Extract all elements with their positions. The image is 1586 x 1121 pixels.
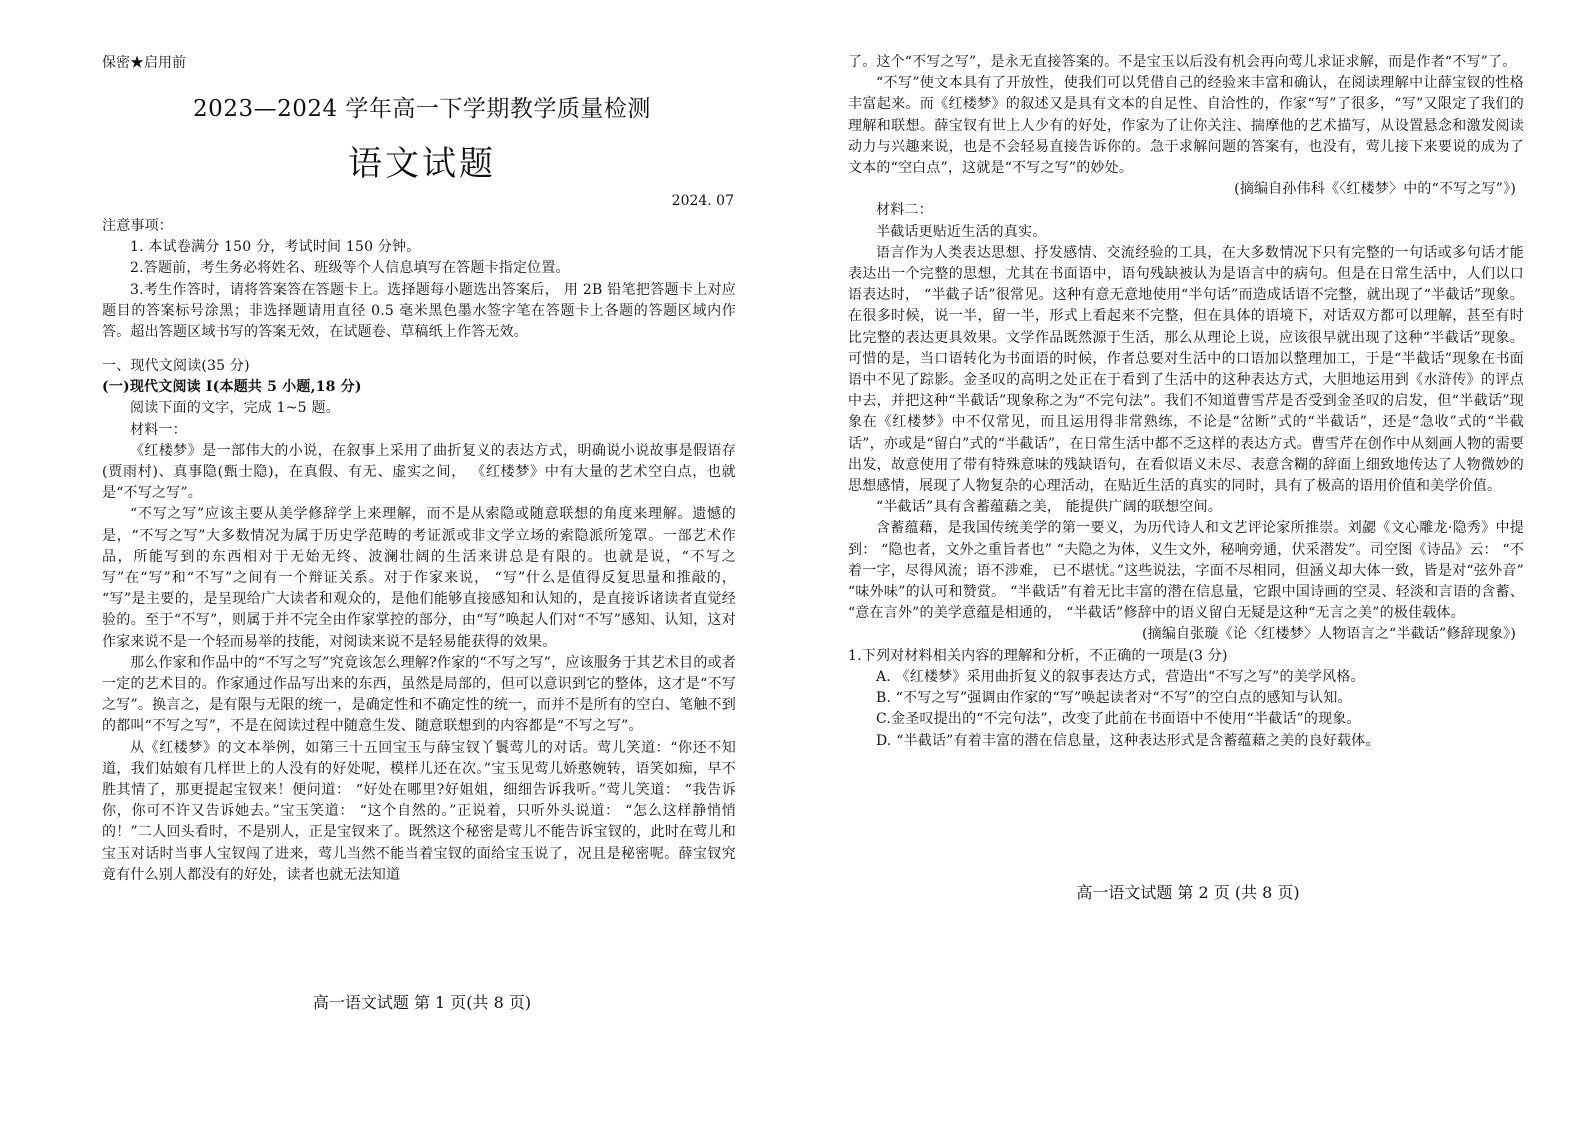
paragraph: 《红楼梦》是一部伟大的小说，在叙事上采用了曲折复义的表达方式，明确说小说故事是假语存(贾雨村)、真事隐(甄士隐)，在真假、有无、虚实之间， 《红楼梦》中有大量的艺术空白点，也就是“不写之写”。: [102, 442, 736, 502]
note-item: 1. 本试卷满分 150 分，考试时间 150 分钟。: [130, 239, 421, 256]
source-citation: (摘编自孙伟科《〈红楼梦〉中的“不写之写”》): [1234, 181, 1516, 198]
paragraph: “不写”使文本具有了开放性，使我们可以凭借自己的经验来丰富和确认，在阅读理解中让薛宝钗的性格丰富起来。而《红楼梦》的叙述又是具有文本的自足性、自洽性的，作家“写”了很多，“写”又限定了我们的理解和联想。薛宝钗有世上人少有的好处，作家为了让你关注、揣摩他的艺术描写，从设置悬念和激发阅读动力与兴趣来说，也是不会轻易直接告诉你的。急于求解问题的答案有，也没有，莺儿接下来要说的成为了文本的“空白点”，这就是“不写之写”的妙处。: [848, 75, 1524, 177]
confidential-label: 保密★启用前: [102, 55, 186, 71]
material-heading: 半截话更贴近生活的真实。: [876, 223, 1047, 240]
paragraph: 了。这个“不写之写”，是永无直接答案的。不是宝玉以后没有机会再向莺儿求证求解，而是作者“不写”了。: [848, 54, 1517, 70]
note-item: 3.考生作答时，请将答案答在答题卡上。选择题每小题选出答案后， 用 2B 铅笔把答题卡上对应题目的答案标号涂黑；非选择题请用直径 0.5 毫米黑色墨水签字笔在答题卡上各题的答题区域内作答。超出答题区域书写的答案无效，在试题卷、草稿纸上作答无效。: [102, 281, 736, 341]
page-footer: 高一语文试题 第 1 页(共 8 页): [312, 993, 532, 1012]
left-page: [102, 0, 742, 1121]
paragraph: 从《红楼梦》的文本举例，如第三十五回宝玉与薛宝钗丫鬟莺儿的对话。莺儿笑道：“你还不知道，我们姑娘有几样世上的人没有的好处呢，模样儿还在次。”宝玉见莺儿娇憨婉转，语笑如痴，早不胜其情了，那更提起宝钗来！便问道： “好处在哪里?好姐姐，细细告诉我听。”莺儿笑道： “我告诉你，你可不许又告诉她去。”宝玉笑道： “这个自然的。”正说着，只听外头说道： “怎么这样静悄悄的！”二人回头看时，不是别人，正是宝钗来了。既然这个秘密是莺儿不能告诉宝钗的，此时在莺儿和宝玉对话时当事人宝钗闯了进来，莺儿当然不能当着宝钗的面给宝玉说了，况且是秘密呢。薛宝钗究竟有什么别人都没有的好处，读者也就无法知道: [102, 739, 736, 883]
paragraph: 那么作家和作品中的“不写之写”究竟该怎么理解?作家的“不写之写”，应该服务于其艺术目的或者一定的艺术目的。作家通过作品写出来的东西，虽然是局部的，但可以意识到它的整体，这才是“不写之写”。换言之，是有限与无限的统一，是确定性和不确定性的统一，而并不是所有的空白、笔触不到的都叫“不写之写”，不是在阅读过程中随意生发、随意联想到的内容都是“不写之写”。: [102, 654, 736, 735]
paragraph: 含蓄蕴藉，是我国传统美学的第一要义，为历代诗人和文艺评论家所推崇。刘勰《文心雕龙·隐秀》中提到： “隐也者，文外之重旨者也” “夫隐之为体，义生文外，秘响旁通，伏采潜发”。司空图《诗品》云： “不着一字，尽得风流；语不涉难， 已不堪忧。”这些说法，字面不尽相同，但涵义却大体一致，皆是对“弦外音” “味外味”的认可和赞赏。 “半截话”有着无比丰富的潜在信息量，它跟中国诗画的空灵、轻淡和言语的含蓄、 “意在言外”的美学意蕴是相通的， “半截话”修辞中的语义留白无疑是这种“无言之美”的极佳载体。: [848, 520, 1524, 622]
reading-section: [102, 356, 736, 886]
page-footer: 高一语文试题 第 2 页 (共 8 页): [1076, 883, 1300, 902]
notes-heading: 注意事项：: [102, 218, 173, 234]
option-d: D. “半截话”有着丰富的潜在信息量，这种表达形式是含蓄蕴藉之美的良好载体。: [876, 732, 1380, 749]
notes-block: [102, 216, 736, 343]
paragraph: “不写之写”应该主要从美学修辞学上来理解，而不是从索隐或随意联想的角度来理解。遗憾的是，“不写之写”大多数情况为属于历史学范畴的考证派或非文学立场的索隐派所笼罩。一部艺术作品，所能写到的东西相对于无始无终、波澜壮阔的生活来讲总是有限的。也就是说，“不写之写”在“写”和“不写”之间有一个辩证关系。对于作家来说， “写”什么是值得反复思量和推敲的， “写”是主要的，是呈现给广大读者和观众的，是他们能够直接感知和认知的，是直接诉诸读者直觉经验的。至于“不写”，则属于并不完全由作家掌控的部分，由“写”唤起人们对“不写”感知、认知，这对作家来说不是一个轻而易举的技能，对阅读来说不是轻易能获得的效果。: [102, 506, 736, 650]
option-a: A. 《红楼梦》采用曲折复义的叙事表达方式，营造出“不写之写”的美学风格。: [876, 668, 1365, 685]
section-title: 一、现代文阅读(35 分): [102, 358, 250, 374]
note-item: 2.答题前，考生务必将姓名、班级等个人信息填写在答题卡指定位置。: [130, 260, 570, 277]
subject-title: 语文试题: [348, 144, 496, 184]
option-c: C.金圣叹提出的“不完句法”，改变了此前在书面语中不使用“半截话”的现象。: [876, 711, 1361, 728]
exam-title: 2023—2024 学年高一下学期教学质量检测: [193, 96, 651, 122]
question-stem: 1.下列对材料相关内容的理解和分析，不正确的一项是(3 分): [848, 647, 1228, 664]
option-b: B. “不写之写”强调由作家的“写”唤起读者对“不写”的空白点的感知与认知。: [876, 690, 1352, 707]
material-label: 材料二：: [876, 202, 933, 219]
paragraph: 语言作为人类表达思想、抒发感情、交流经验的工具，在大多数情况下只有完整的一句话或多句话才能表达出一个完整的思想，尤其在书面语中，语句残缺被认为是语言中的病句。但是在日常生活中，人们以口语表达时， “半截子话”很常见。这种有意无意地使用“半句话”而造成话语不完整，就出现了“半截话”现象。在很多时候，说一半，留一半，形式上看起来不完整，但在具体的语境下，对话双方都可以理解，甚至有时比完整的表达更具效果。文学作品既然源于生活，那么从理论上说，应该很早就出现了这种“半截话”现象。可惜的是，当口语转化为书面语的时候，作者总要对生活中的口语加以整理加工，于是“半截话”现象在书面语中不见了踪影。金圣叹的高明之处正在于看到了生活中的这种表达方式，大胆地运用到《水浒传》的评点中去，并把这种“半截话”现象称之为“不完句法”。我们不知道曹雪芹是否受到金圣叹的启发，但“半截话”现象在《红楼梦》中不仅常见，而且运用得非常熟练，不论是“岔断”式的“半截话”，还是“急收”式的“半截话”，亦或是“留白”式的“半截话”，在日常生活中都不乏这样的表达方式。曹雪芹在创作中从刻画人物的需要出发，故意使用了带有特殊意味的残缺语句，在看似语义未尽、表意含糊的辞面上细致地传达了人物微妙的思想感情，展现了人物复杂的心理活动，在贴近生活的真实的同时，具有了极高的语用价值和美学价值。: [848, 244, 1524, 495]
instruction: 阅读下面的文字，完成 1~5 题。: [130, 400, 340, 417]
right-page: [848, 0, 1528, 1121]
subsection-title: (一)现代文阅读 I(本题共 5 小题,18 分): [102, 379, 362, 396]
right-text-block: [848, 52, 1524, 752]
material-label: 材料一：: [130, 421, 187, 438]
source-citation: (摘编自张璇《论〈红楼梦〉人物语言之“半截话”修辞现象》): [1141, 626, 1516, 643]
material-heading: “半截话”具有含蓄蕴藉之美， 能提供广阔的联想空间。: [876, 499, 1222, 516]
exam-date: 2024. 07: [671, 193, 734, 209]
